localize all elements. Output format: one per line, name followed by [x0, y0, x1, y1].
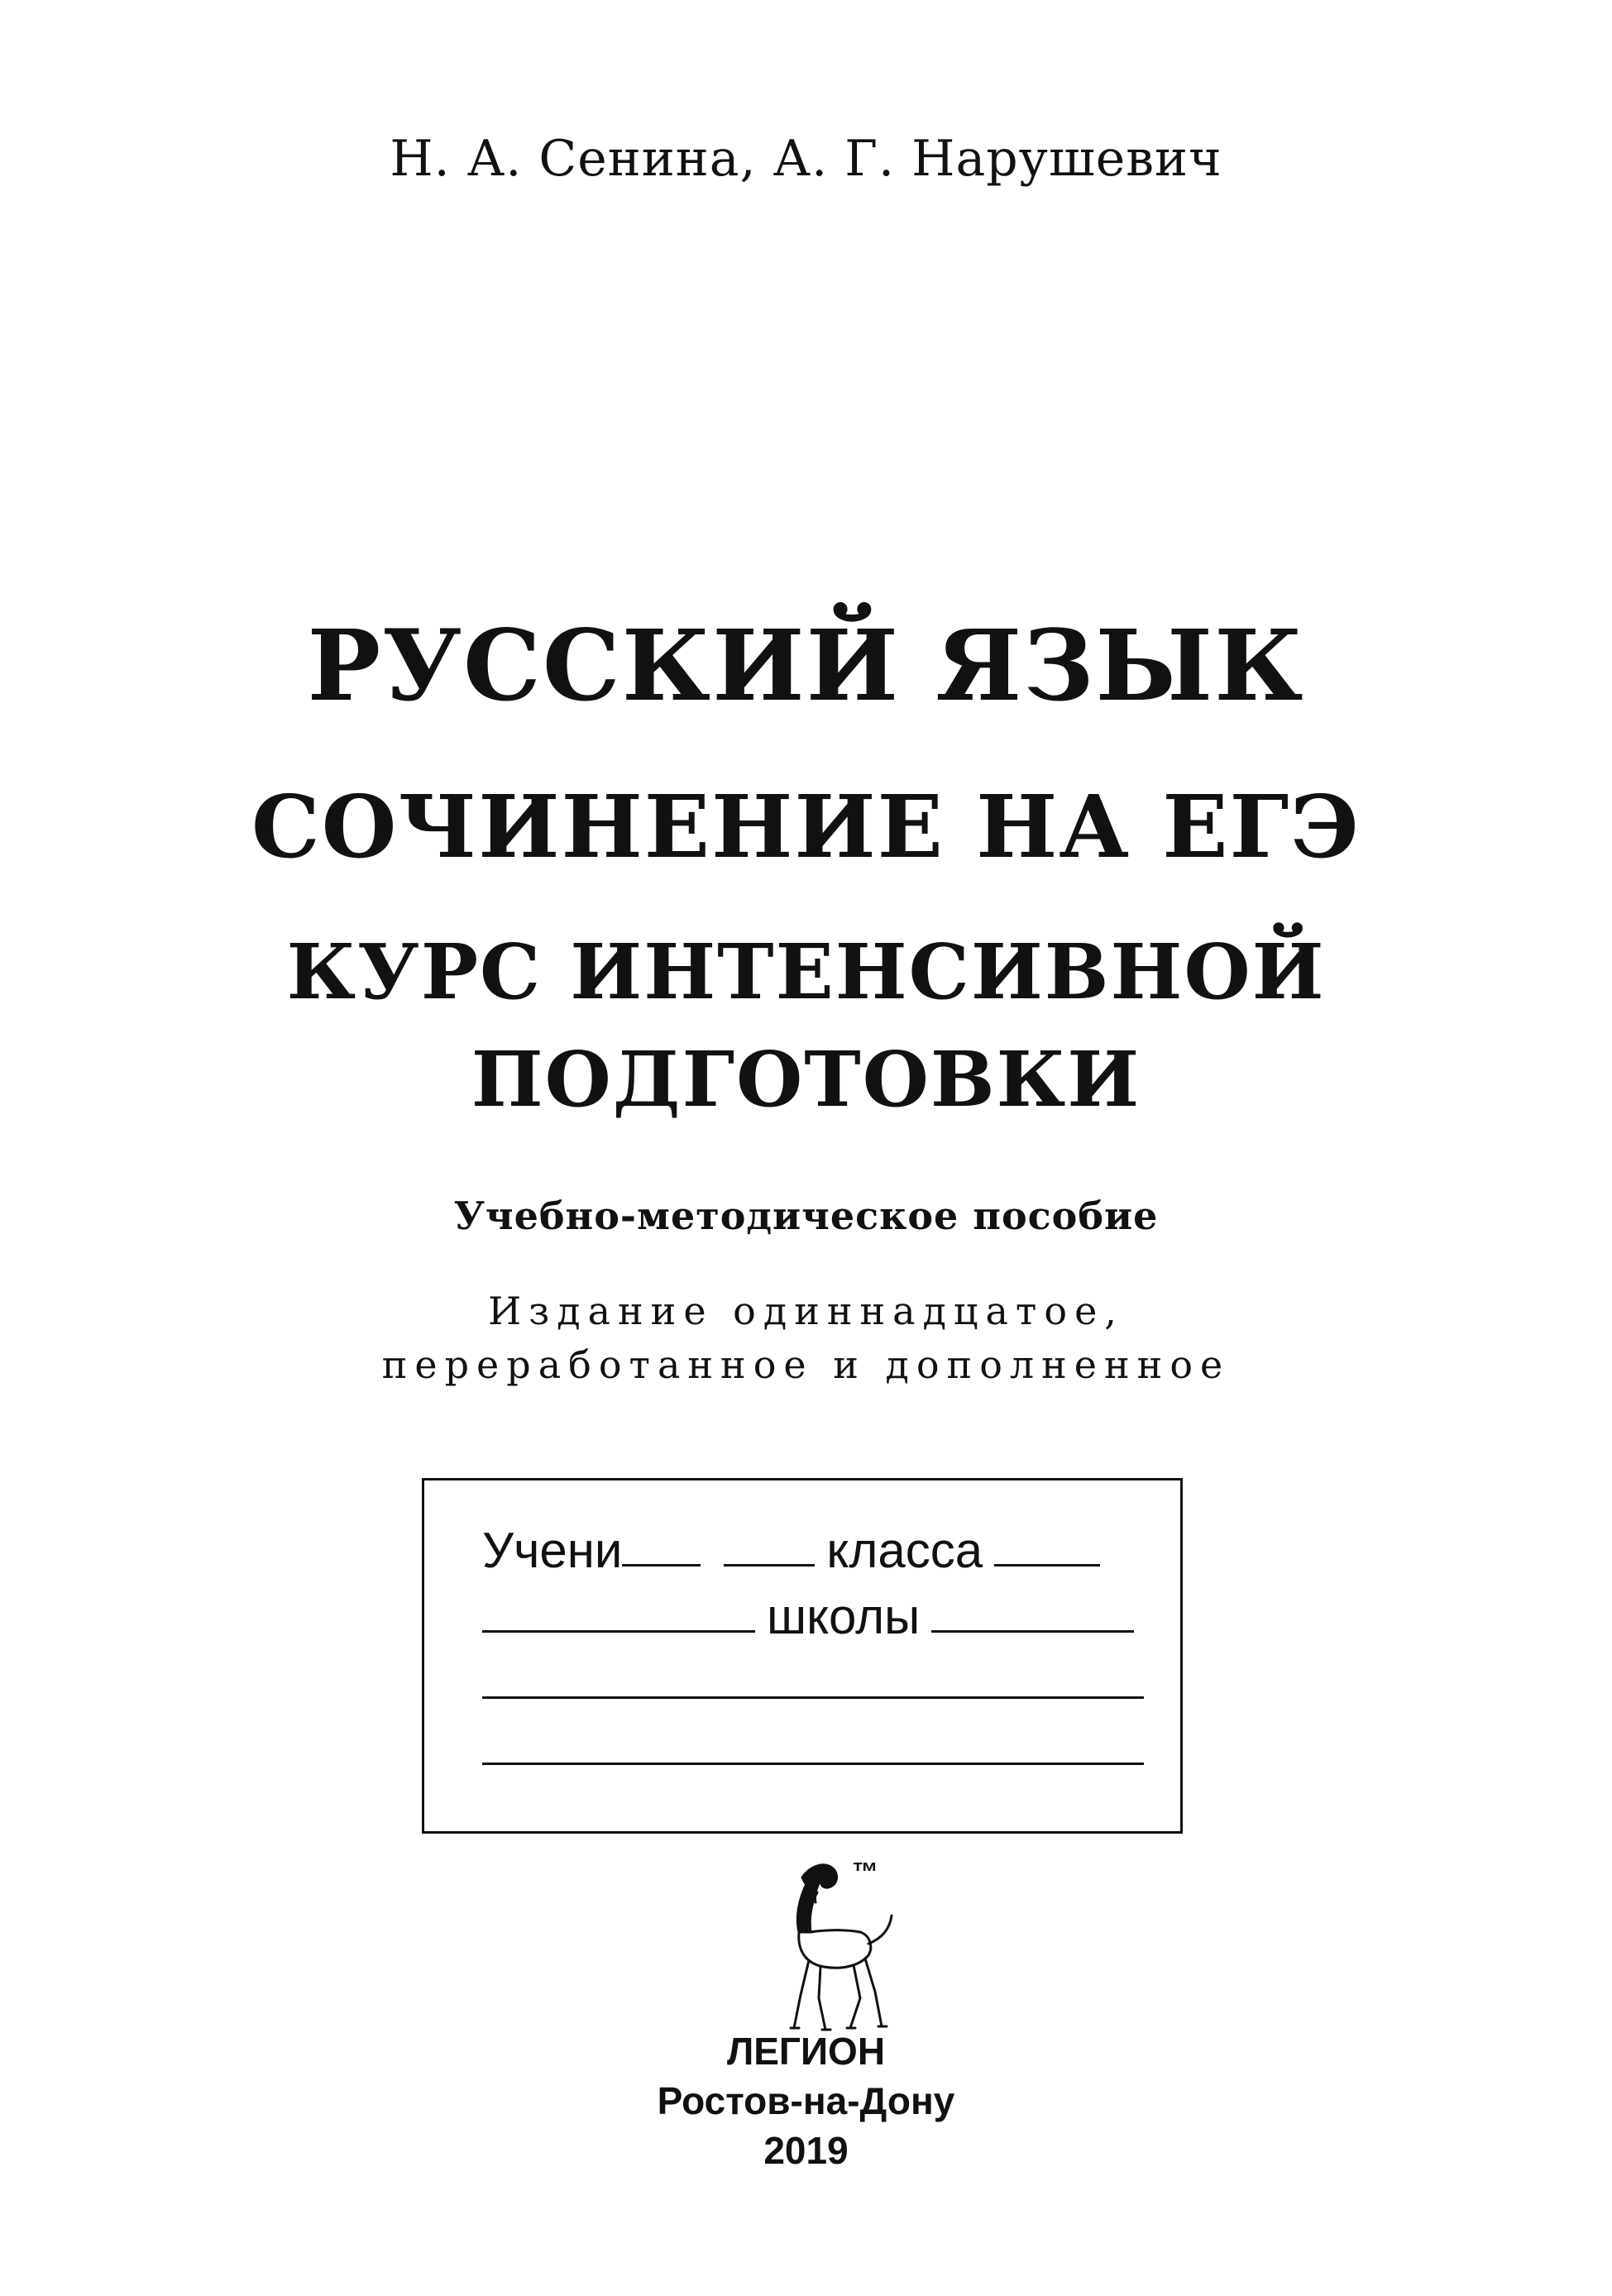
- class-label: класса: [826, 1523, 983, 1578]
- student-class-row: [482, 1514, 1144, 1580]
- horse-icon: [744, 1853, 910, 2043]
- trademark-symbol: ™: [852, 1857, 878, 1887]
- class-number-blank[interactable]: [724, 1564, 815, 1567]
- student-label: Учени: [482, 1523, 623, 1578]
- publisher-city: Ростов-на-Дону: [657, 2079, 955, 2122]
- student-ending-blank[interactable]: [622, 1564, 701, 1567]
- blank-line-row-2: [482, 1712, 1144, 1778]
- publication-year: 2019: [763, 2129, 849, 2172]
- book-title-line-2: СОЧИНЕНИЕ НА ЕГЭ: [251, 776, 1361, 878]
- book-subtitle: Учебно-методическое пособие: [453, 1193, 1159, 1238]
- school-city-blank[interactable]: [931, 1630, 1134, 1633]
- book-title-line-1: РУССКИЙ ЯЗЫК: [307, 608, 1305, 723]
- book-title-line-3: КУРС ИНТЕНСИВНОЙ: [286, 927, 1326, 1016]
- school-number-blank[interactable]: [482, 1630, 755, 1633]
- edition-line-1: Издание одиннадцатое,: [488, 1289, 1124, 1333]
- student-info-box: [422, 1478, 1183, 1834]
- blank-line-row-1: [482, 1646, 1144, 1712]
- school-label: школы: [767, 1589, 921, 1644]
- name-blank-1[interactable]: [482, 1696, 1144, 1699]
- school-row: [482, 1580, 1144, 1646]
- edition-line-2: переработанное и дополненное: [381, 1342, 1231, 1387]
- book-title-line-4: ПОДГОТОВКИ: [471, 1035, 1141, 1124]
- authors: Н. А. Сенина, А. Г. Нарушевич: [390, 130, 1222, 188]
- publisher-name: ЛЕГИОН: [726, 2030, 886, 2073]
- name-blank-2[interactable]: [482, 1763, 1144, 1765]
- class-letter-blank[interactable]: [994, 1564, 1100, 1567]
